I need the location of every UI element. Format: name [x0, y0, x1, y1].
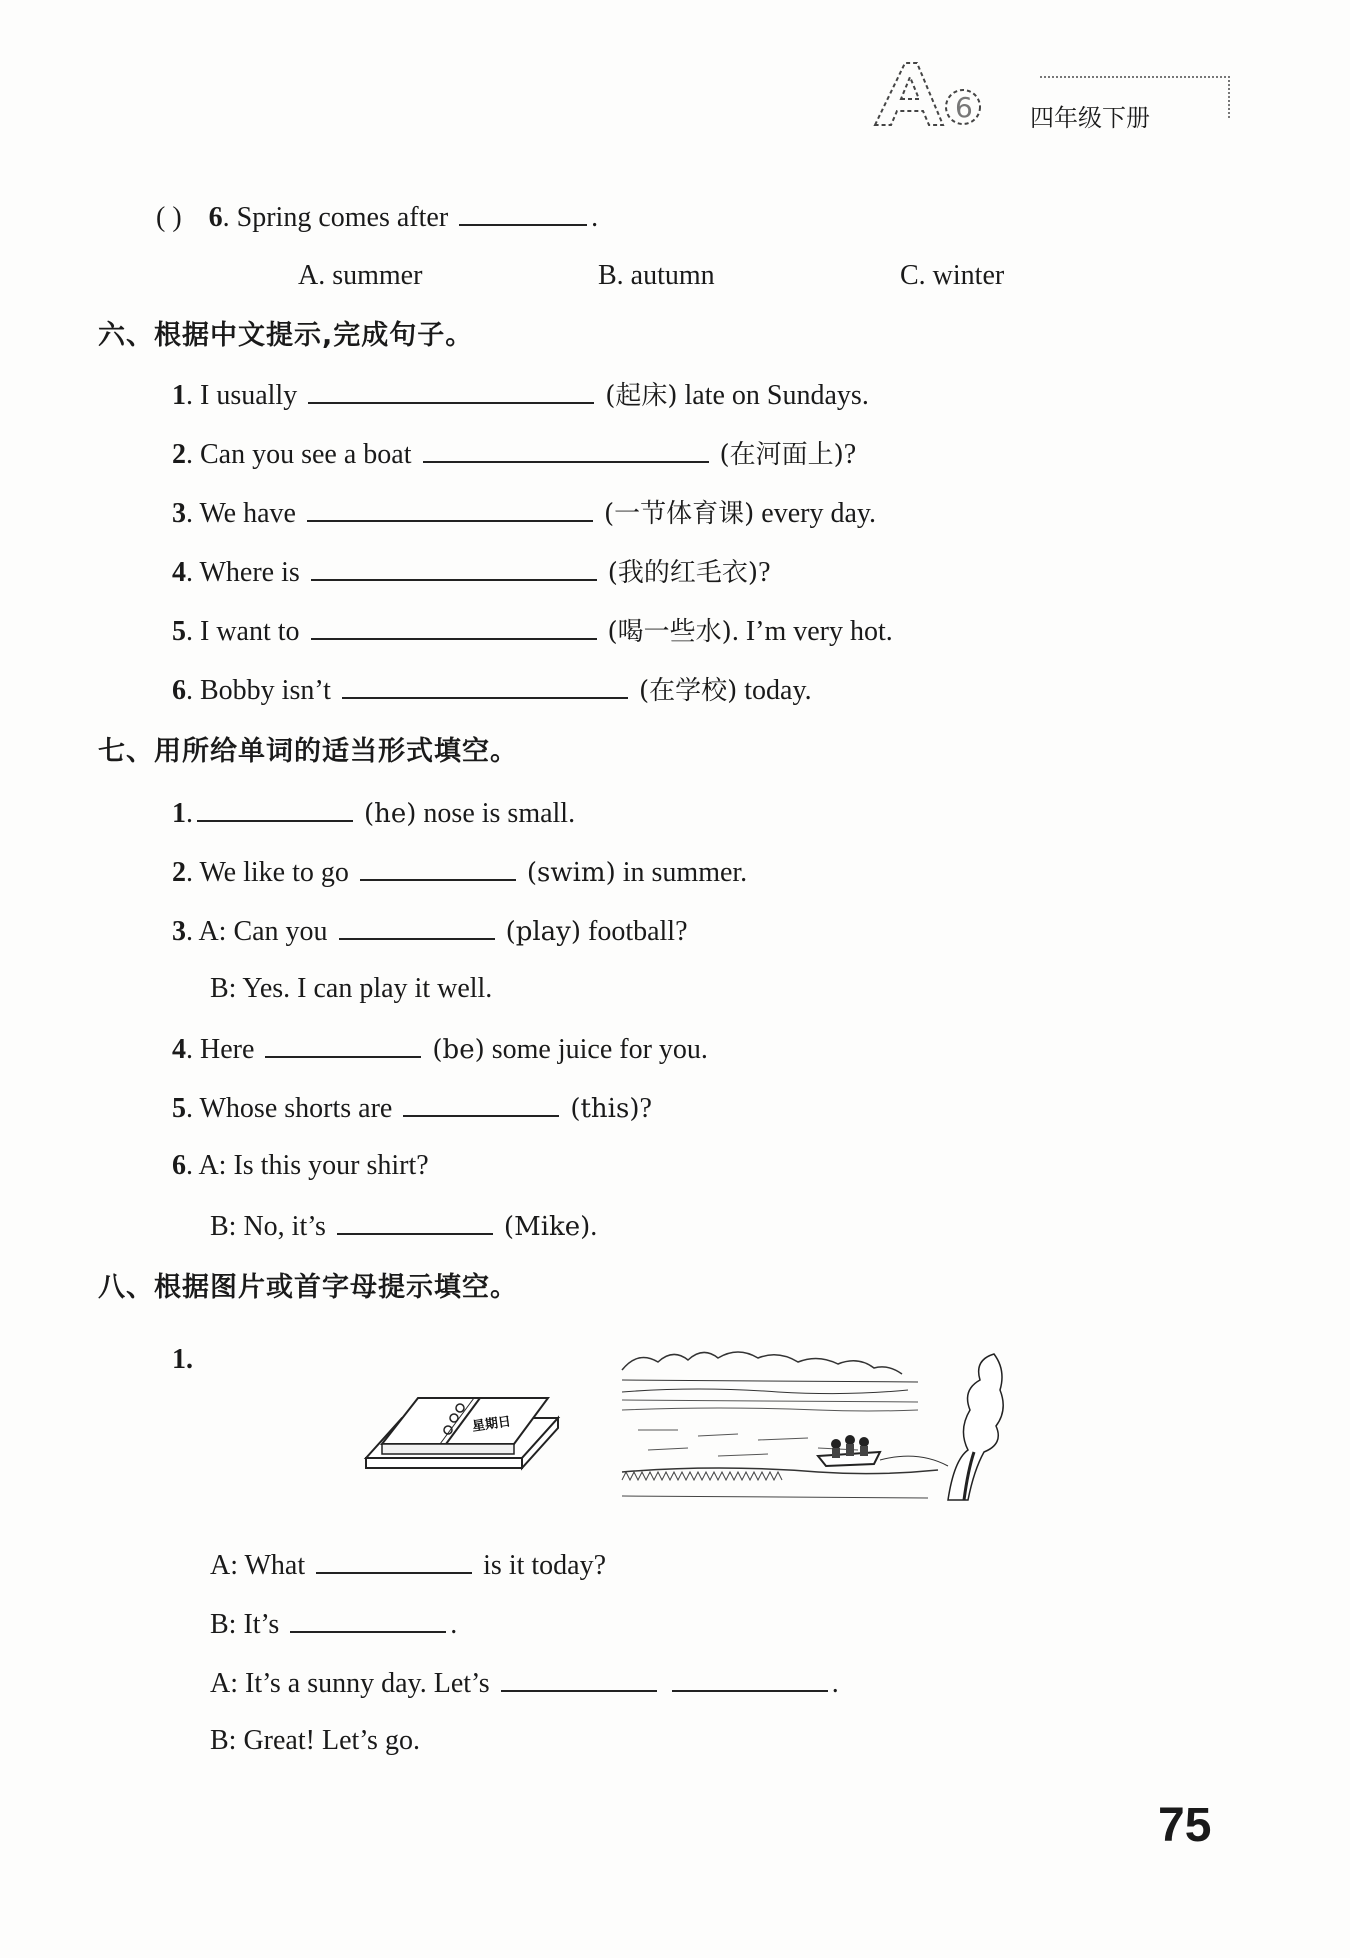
s7-item-3-reply: B: Yes. I can play it well. [210, 973, 493, 1004]
page-number: 75 [1158, 1799, 1212, 1852]
option-b[interactable]: B. autumn [598, 260, 715, 291]
calendar-label: 星期日 [471, 1414, 512, 1435]
s7-item-6-reply: B: No, it’s (Mike). [210, 1207, 597, 1245]
s8-dialog-line-1: A: What is it today? [210, 1546, 606, 1584]
answer-blank[interactable] [307, 494, 593, 522]
s8-item-number: 1. [172, 1344, 193, 1375]
s7-item-6: 6. A: Is this your shirt? [172, 1150, 429, 1181]
s8-dialog-line-4: B: Great! Let’s go. [210, 1725, 420, 1756]
s7-item-2: 2. We like to go (swim) in summer. [172, 853, 747, 891]
answer-blank[interactable] [459, 198, 587, 226]
mc-question-6: ( ) 6. Spring comes after . [156, 198, 598, 236]
answer-blank[interactable] [403, 1089, 559, 1117]
answer-blank[interactable] [339, 912, 495, 940]
answer-blank[interactable] [316, 1546, 472, 1574]
answer-blank[interactable] [360, 853, 516, 881]
answer-blank[interactable] [265, 1030, 421, 1058]
s8-dialog-line-2: B: It’s . [210, 1605, 457, 1643]
section-7-title: 七、用所给单词的适当形式填空。 [98, 736, 518, 767]
answer-blank[interactable] [501, 1664, 657, 1692]
s7-item-1: 1. (he) nose is small. [172, 794, 575, 832]
answer-blank[interactable] [311, 612, 597, 640]
s6-item-3: 3. We have (一节体育课) every day. [172, 494, 876, 532]
s7-item-5: 5. Whose shorts are (this)? [172, 1089, 652, 1127]
answer-blank[interactable] [672, 1664, 828, 1692]
answer-paren[interactable]: ( ) [156, 202, 182, 233]
option-a[interactable]: A. summer [298, 260, 423, 291]
s6-item-4: 4. Where is (我的红毛衣)? [172, 553, 771, 591]
series-logo [865, 55, 995, 140]
svg-text:6: 6 [955, 91, 973, 124]
s7-item-3: 3. A: Can you (play) football? [172, 912, 688, 950]
logo-a6-icon [865, 55, 995, 135]
answer-blank[interactable] [197, 794, 353, 822]
s6-item-5: 5. I want to (喝一些水). I’m very hot. [172, 612, 893, 650]
s7-item-4: 4. Here (be) some juice for you. [172, 1030, 708, 1068]
question-text: . Spring comes after [222, 202, 449, 233]
calendar-picture [362, 1378, 562, 1483]
section-8-title: 八、根据图片或首字母提示填空。 [98, 1272, 518, 1303]
answer-blank[interactable] [342, 671, 628, 699]
section-6-title: 六、根据中文提示,完成句子。 [98, 320, 474, 351]
s8-dialog-line-3: A: It’s a sunny day. Let’s . [210, 1664, 839, 1702]
option-c[interactable]: C. winter [900, 260, 1005, 291]
grade-label: 四年级下册 [1030, 104, 1150, 132]
answer-blank[interactable] [337, 1207, 493, 1235]
answer-blank[interactable] [311, 553, 597, 581]
answer-blank[interactable] [308, 376, 594, 404]
s6-item-6: 6. Bobby isn’t (在学校) today. [172, 671, 812, 709]
river-boat-picture [618, 1340, 1008, 1511]
s6-item-2: 2. Can you see a boat (在河面上)? [172, 435, 856, 473]
s6-item-1: 1. I usually (起床) late on Sundays. [172, 376, 869, 414]
answer-blank[interactable] [423, 435, 709, 463]
question-number: 6 [208, 202, 223, 233]
answer-blank[interactable] [290, 1605, 446, 1633]
